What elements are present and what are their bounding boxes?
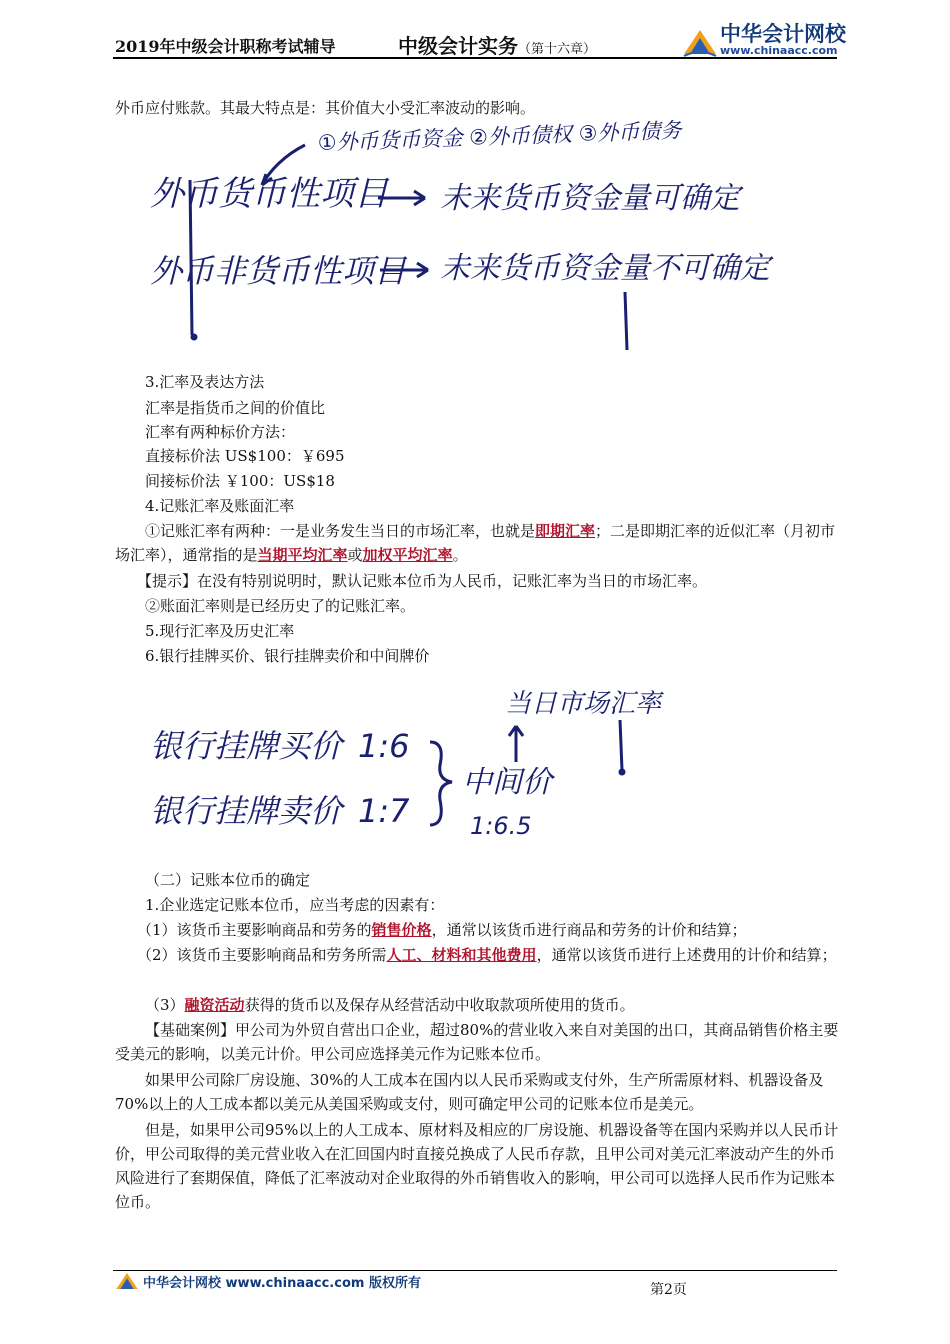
sec4-title: 4.记账汇率及账面汇率 [145,497,295,515]
factor-1-text: （1）该货币主要影响商品和劳务的 [137,921,372,939]
footer-brand [143,1272,421,1291]
header-course: 2019年中级会计职称考试辅导 [115,37,336,56]
sec3-line1: 汇率是指货币之间的价值比 [145,399,326,417]
case-para-but: 但是，如果甲公司95%以上的人工成本、原材料及相应的厂房设施、机器设备等在国内采购并以人民币计价，甲公司取得的美元营业收入在汇回国内时直接兑换成了人民币存款，且甲公司对美元汇率波动产生的外币风险进行了套期保值，降低了汇率波动对企业取得的外币销售收入的影响，甲公司可以选择人民币作为记账本位币。 [115,1121,839,1211]
keyword-sales-price: 销售价格 [371,921,432,939]
part2-intro: 1.企业选定记账本位币，应当考虑的因素有： [145,896,445,914]
sec5-title: 5.现行汇率及历史汇率 [145,622,295,640]
sec4-p1-text: ；二是即期汇率的近似汇率（月初市场汇率），通常指的是 [115,522,836,564]
hw-buy-text: 银行挂牌买价 [150,727,343,765]
keyword-period-average-rate: 当期平均汇率 [257,546,348,564]
page-number: 第2页 [650,1282,687,1298]
hw-line1-left: 外币货币性项目 [150,174,388,214]
factor-1 [137,918,747,942]
hw-line1-right: 未来货币资金量可确定 [440,181,740,216]
hw-sell-text: 银行挂牌卖价 [150,792,343,830]
sec4-tip: 【提示】在没有特别说明时，默认记账本位币为人民币，记账汇率为当日的市场汇率。 [137,572,708,590]
footer-logo-icon [115,1270,139,1292]
footer-brand-name: 中华会计网校 [143,1276,222,1291]
factor-3-text: 获得的货币以及保存从经营活动中收取款项所使用的货币。 [244,996,635,1014]
keyword-financing-activities: 融资活动 [184,996,245,1014]
keyword-labor-materials-costs: 人工、材料和其他费用 [386,946,537,964]
factor-3 [145,993,635,1017]
hw-top-text: 当日市场汇率 [505,689,662,719]
sec4-p1-text: 。 [452,546,468,564]
sec3-line4: 间接标价法 ￥100：US$18 [145,472,335,490]
keyword-weighted-average-rate: 加权平均汇率 [362,546,453,564]
intro-text: 外币应付账款。其最大特点是：其价值大小受汇率波动的影响。 [115,99,536,117]
handwriting-note-1 [0,110,950,360]
hw-sell-ratio: 1:7 [358,792,410,830]
hw-mid-text: 中间价 [462,765,552,800]
case-para-if: 如果甲公司除厂房设施、30%的人工成本在国内以人民币采购或支付外，生产所需原材料、机器设备及70%以上的人工成本都以美元从美国采购或支付，则可确定甲公司的记账本位币是美元。 [115,1071,824,1113]
part2-title: （二）记账本位币的确定 [145,871,311,889]
basic-case: 【基础案例】甲公司为外贸自营出口企业，超过80%的营业收入来自对美国的出口，其商品销售价格主要受美元的影响，以美元计价。甲公司应选择美元作为记账本位币。 [115,1021,839,1063]
sec4-p1-text: ①记账汇率有两种：一是业务发生当日的市场汇率，也就是 [145,522,536,540]
hw-note-text: ①外币货币资金 ②外币债权 ③外币债务 [317,118,682,155]
sec3-line3: 直接标价法 US$100：￥695 [145,447,345,465]
sec3-line2: 汇率有两种标价方法： [145,423,296,441]
footer-rights: 版权所有 [368,1276,421,1291]
hw-line2-left: 外币非货币性项目 [150,252,407,290]
keyword-spot-rate: 即期汇率 [535,522,596,540]
hw-line2-right: 未来货币资金量不可确定 [440,251,770,286]
sec4-p1-text: 或 [347,546,363,564]
factor-1-text: ，通常以该货币进行商品和劳务的计价和结算； [431,921,747,939]
header-chapter: （第十六章） [518,42,597,57]
sec4-para1 [115,519,840,567]
hw-mid-ratio: 1:6.5 [470,812,532,840]
header-rule [113,57,837,59]
factor-2-text: （2）该货币主要影响商品和劳务所需 [137,946,387,964]
sec6-title: 6.银行挂牌买价、银行挂牌卖价和中间牌价 [145,647,430,665]
footer-url: www.chinaacc.com [225,1276,365,1291]
header-title [398,30,596,59]
sec3-title: 3.汇率及表达方法 [145,373,265,391]
logo-name: 中华会计网校 [720,22,846,46]
footer-rule [113,1270,837,1271]
logo-icon [682,26,718,58]
factor-3-text: （3） [145,996,185,1014]
header-subject: 中级会计实务 [398,34,518,58]
hw-buy-ratio: 1:6 [358,727,410,765]
factor-2 [115,943,840,967]
handwriting-note-2 [0,670,950,860]
sec4-para2: ②账面汇率则是已经历史了的记账汇率。 [145,597,416,615]
logo-url: www.chinaacc.com [720,44,838,57]
factor-2-text: ，通常以该货币进行上述费用的计价和结算； [536,946,837,964]
